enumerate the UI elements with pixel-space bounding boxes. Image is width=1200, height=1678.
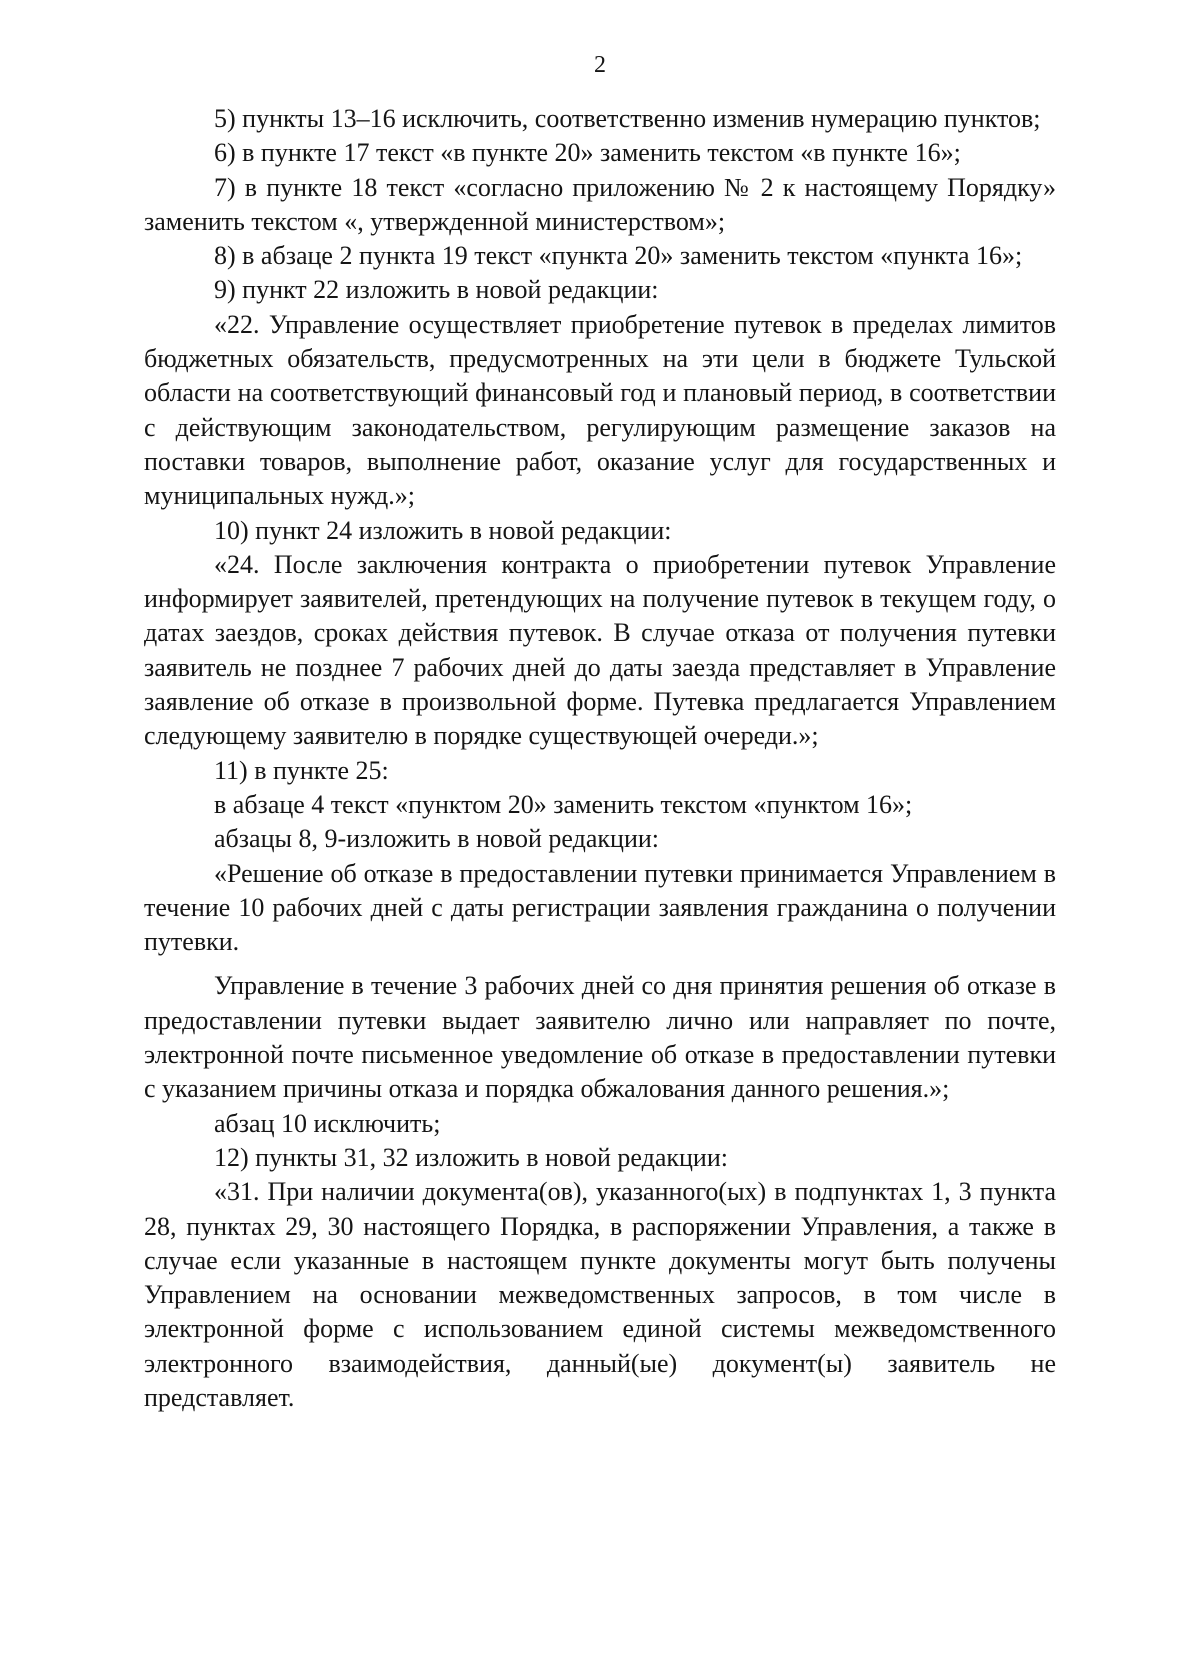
paragraph-item-10: 10) пункт 24 изложить в новой редакции: xyxy=(214,515,672,545)
paragraph-quote-31: «31. При наличии документа(ов), указанного(ых) в подпунктах 1, 3 пункта 28, пунктах 29, 30 настоящего Порядка, в распоряжении Управления, а также в случае если указанные в настоящем пункте документы могут быть получены Управлением на основании межведомственных запросов, в том числе в электронной форме с использованием единой системы межведомственного электронного взаимодействия, данный(ые) документ(ы) заявитель не представляет. xyxy=(144,1177,1056,1412)
paragraph-item-6: 6) в пункте 17 текст «в пункте 20» заменить текстом «в пункте 16»; xyxy=(214,138,961,168)
document-body xyxy=(144,102,1056,1415)
paragraph-item-8: 8) в абзаце 2 пункта 19 текст «пункта 20» заменить текстом «пункта 16»; xyxy=(214,241,1023,271)
paragraph-item-5: 5) пункты 13–16 исключить, соответственно изменив нумерацию пунктов; xyxy=(214,104,1041,133)
paragraph-quote-22: «22. Управление осуществляет приобретение путевок в пределах лимитов бюджетных обязательств, предусмотренных на эти цели в бюджете Тульской области на соответствующий финансовый год и плановый период, в соответствии с действующим законодательством, регулирующим размещение заказов на поставки товаров, выполнение работ, оказание услуг для государственных и муниципальных нужд.»; xyxy=(144,309,1056,511)
paragraph-item-11-abzac-4: в абзаце 4 текст «пунктом 20» заменить текстом «пунктом 16»; xyxy=(214,789,913,819)
paragraph-quote-24: «24. После заключения контракта о приобретении путевок Управление информирует заявителей, претендующих на получение путевок в текущем году, о датах заездов, сроках действия путевок. В случае отказа от получения путевки заявитель не позднее 7 рабочих дней до даты заезда представляет в Управление заявление об отказе в произвольной форме. Путевка предлагается Управлением следующему заявителю в порядке существующей очереди.»; xyxy=(144,549,1056,751)
paragraph-item-11-abzacy-8-9: абзацы 8, 9-изложить в новой редакции: xyxy=(214,824,659,854)
paragraph-item-9: 9) пункт 22 изложить в новой редакции: xyxy=(214,275,659,305)
paragraph-item-11-abzac-10: абзац 10 исключить; xyxy=(214,1108,441,1138)
page-number: 2 xyxy=(594,52,606,78)
paragraph-item-12: 12) пункты 31, 32 изложить в новой редакции: xyxy=(214,1142,728,1172)
paragraph-quote-refusal-notice: Управление в течение 3 рабочих дней со дня принятия решения об отказе в предоставлении путевки выдает заявителю лично или направляет по почте, электронной почте письменное уведомление об отказе в предоставлении путевки с указанием причины отказа и порядка обжалования данного решения.»; xyxy=(144,971,1056,1104)
paragraph-quote-refusal-decision: «Решение об отказе в предоставлении путевки принимается Управлением в течение 10 рабочих дней с даты регистрации заявления гражданина о получении путевки. xyxy=(144,858,1056,957)
paragraph-item-11: 11) в пункте 25: xyxy=(214,755,389,785)
paragraph-item-7: 7) в пункте 18 текст «согласно приложению № 2 к настоящему Порядку» заменить текстом «, утвержденной министерством»; xyxy=(144,172,1056,236)
